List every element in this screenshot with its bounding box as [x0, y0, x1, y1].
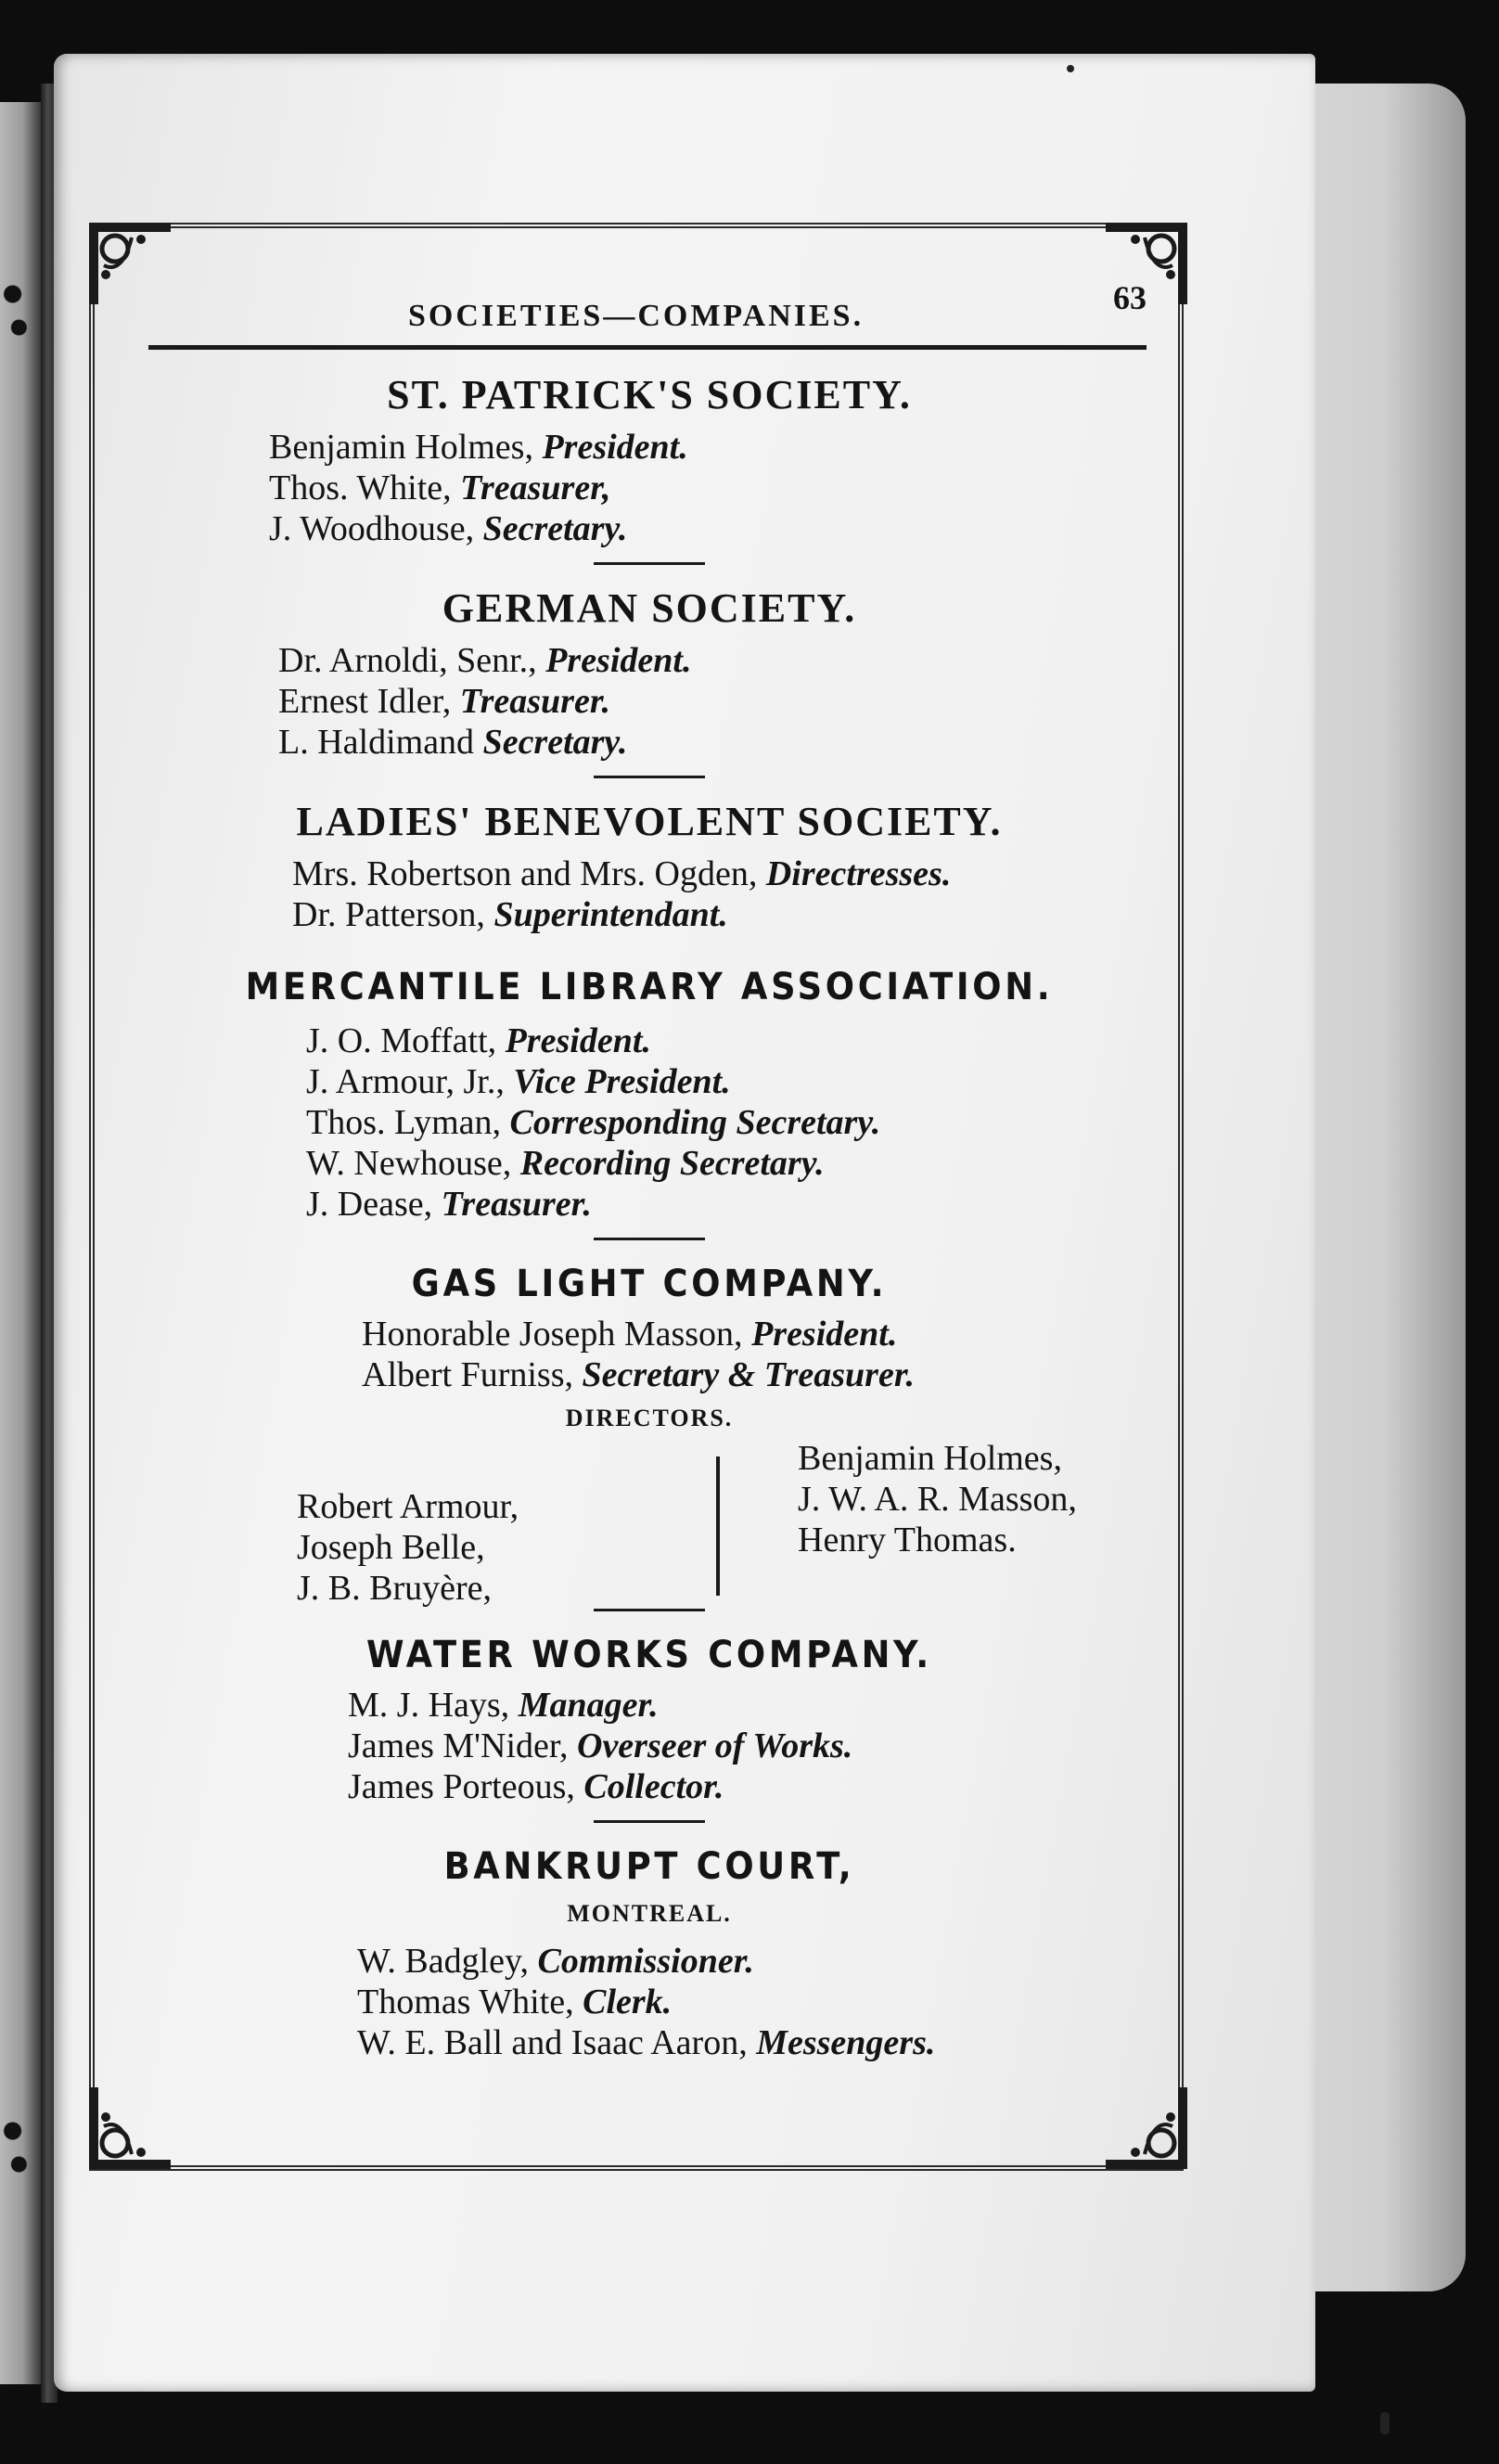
- section-water-works-company: [148, 1631, 1150, 1829]
- section-mercantile-library-association: [148, 963, 1150, 1247]
- member-entry: [278, 681, 1150, 722]
- member-role: President.: [545, 641, 692, 680]
- member-entry: [306, 1020, 1150, 1061]
- page-content: [148, 371, 1150, 2063]
- section-title: MERCANTILE LIBRARY ASSOCIATION.: [245, 966, 1054, 1008]
- section-divider: [594, 1820, 705, 1829]
- member-entry: [348, 1726, 1150, 1766]
- director-name: Henry Thomas.: [798, 1521, 1017, 1559]
- member-name: Mrs. Robertson and Mrs. Ogden,: [292, 854, 758, 893]
- section-title: WATER WORKS COMPANY.: [366, 1634, 932, 1676]
- member-list: [148, 1020, 1150, 1225]
- member-name: Dr. Patterson,: [292, 895, 485, 934]
- member-name: Dr. Arnoldi, Senr.,: [278, 641, 537, 680]
- member-role: Treasurer,: [460, 468, 611, 507]
- member-entry: [269, 427, 1150, 468]
- member-role: Clerk.: [583, 1983, 673, 2021]
- member-entry: [348, 1685, 1150, 1726]
- member-entry: [292, 853, 1150, 894]
- left-page-ornament: [0, 269, 32, 353]
- member-entry: [357, 1982, 1150, 2022]
- member-name: J. O. Moffatt,: [306, 1021, 497, 1060]
- adjacent-page-edge: [0, 102, 41, 2384]
- member-name: Thomas White,: [357, 1983, 574, 2021]
- member-name: W. E. Ball and Isaac Aaron,: [357, 2023, 748, 2062]
- member-role: Secretary.: [482, 723, 628, 762]
- corner-ornament-icon: [1102, 2084, 1191, 2173]
- directors-list: [148, 1438, 1150, 1608]
- member-entry: [306, 1184, 1150, 1225]
- member-name: L. Haldimand: [278, 723, 475, 762]
- member-role: Treasurer.: [459, 682, 611, 721]
- section-divider: [594, 562, 705, 571]
- member-role: Messengers.: [756, 2023, 936, 2062]
- section-divider: [594, 1238, 705, 1247]
- director-name: Joseph Belle,: [297, 1528, 485, 1567]
- member-list: [148, 853, 1150, 935]
- member-role: Corresponding Secretary.: [509, 1103, 881, 1142]
- member-role: Recording Secretary.: [519, 1144, 825, 1183]
- paper-speck: [1067, 65, 1074, 72]
- member-role: Vice President.: [513, 1062, 731, 1101]
- section-title: GERMAN SOCIETY.: [442, 585, 857, 631]
- member-entry: [362, 1314, 1150, 1354]
- member-name: J. Woodhouse,: [269, 509, 475, 548]
- member-role: Commissioner.: [537, 1942, 754, 1981]
- member-entry: [348, 1766, 1150, 1807]
- member-entry: [306, 1061, 1150, 1102]
- corner-ornament-icon: [85, 2084, 174, 2173]
- member-entry: [269, 508, 1150, 549]
- member-entry: [357, 2022, 1150, 2063]
- member-name: James Porteous,: [348, 1767, 575, 1806]
- member-name: Benjamin Holmes,: [269, 428, 533, 467]
- section-ladies-benevolent-society: [148, 798, 1150, 963]
- member-role: Secretary & Treasurer.: [582, 1355, 916, 1394]
- section-gas-light-company: [148, 1260, 1150, 1618]
- page-number: 63: [1113, 279, 1147, 316]
- directors-right-column: [798, 1438, 1077, 1560]
- member-name: Ernest Idler,: [278, 682, 452, 721]
- member-name: Albert Furniss,: [362, 1355, 573, 1394]
- member-entry: [306, 1102, 1150, 1143]
- paper-speck: [1380, 2412, 1390, 2434]
- member-role: President.: [542, 428, 688, 467]
- member-entry: [278, 640, 1150, 681]
- member-name: J. Dease,: [306, 1185, 433, 1224]
- member-entry: [278, 722, 1150, 763]
- member-name: W. Badgley,: [357, 1942, 530, 1981]
- member-name: Thos. Lyman,: [306, 1103, 502, 1142]
- left-page-ornament: [0, 2106, 32, 2189]
- section-title: BANKRUPT COURT,: [443, 1845, 855, 1888]
- member-entry: [357, 1941, 1150, 1982]
- member-list: [148, 1314, 1150, 1395]
- member-role: Superintendant.: [493, 895, 728, 934]
- member-role: Treasurer.: [441, 1185, 592, 1224]
- member-list: [148, 427, 1150, 549]
- member-name: Thos. White,: [269, 468, 452, 507]
- director-name: Benjamin Holmes,: [798, 1439, 1062, 1478]
- section-subtitle: MONTREAL.: [567, 1900, 732, 1927]
- member-role: President.: [751, 1315, 898, 1354]
- member-role: Overseer of Works.: [577, 1726, 853, 1765]
- section-st-patricks-society: [148, 371, 1150, 571]
- member-list: [148, 1941, 1150, 2063]
- section-german-society: [148, 584, 1150, 785]
- member-entry: [306, 1143, 1150, 1184]
- member-role: Secretary.: [482, 509, 628, 548]
- director-name: Robert Armour,: [297, 1487, 519, 1526]
- member-entry: [269, 468, 1150, 508]
- member-entry: [292, 894, 1150, 935]
- member-role: President.: [505, 1021, 651, 1060]
- section-title: ST. PATRICK'S SOCIETY.: [387, 372, 912, 417]
- page-header: [148, 278, 1150, 334]
- member-role: Manager.: [518, 1686, 659, 1725]
- directors-left-column: [297, 1486, 519, 1609]
- member-role: Directresses.: [765, 854, 952, 893]
- running-head: SOCIETIES—COMPANIES.: [408, 299, 865, 333]
- section-title: GAS LIGHT COMPANY.: [411, 1263, 888, 1305]
- member-list: [148, 640, 1150, 763]
- director-name: J. W. A. R. Masson,: [798, 1480, 1077, 1519]
- directors-label: DIRECTORS.: [565, 1405, 734, 1431]
- member-entry: [362, 1354, 1150, 1395]
- member-name: M. J. Hays,: [348, 1686, 510, 1725]
- member-name: W. Newhouse,: [306, 1144, 512, 1183]
- header-rule: [148, 345, 1147, 350]
- member-name: J. Armour, Jr.,: [306, 1062, 505, 1101]
- director-name: J. B. Bruyère,: [297, 1569, 493, 1608]
- section-divider: [594, 776, 705, 785]
- section-bankrupt-court: [148, 1842, 1150, 2063]
- member-list: [148, 1685, 1150, 1807]
- member-name: James M'Nider,: [348, 1726, 569, 1765]
- directors-column-divider: [716, 1457, 720, 1596]
- member-role: Collector.: [583, 1767, 724, 1806]
- section-title: LADIES' BENEVOLENT SOCIETY.: [296, 799, 1003, 844]
- member-name: Honorable Joseph Masson,: [362, 1315, 743, 1354]
- section-divider: [594, 1609, 705, 1618]
